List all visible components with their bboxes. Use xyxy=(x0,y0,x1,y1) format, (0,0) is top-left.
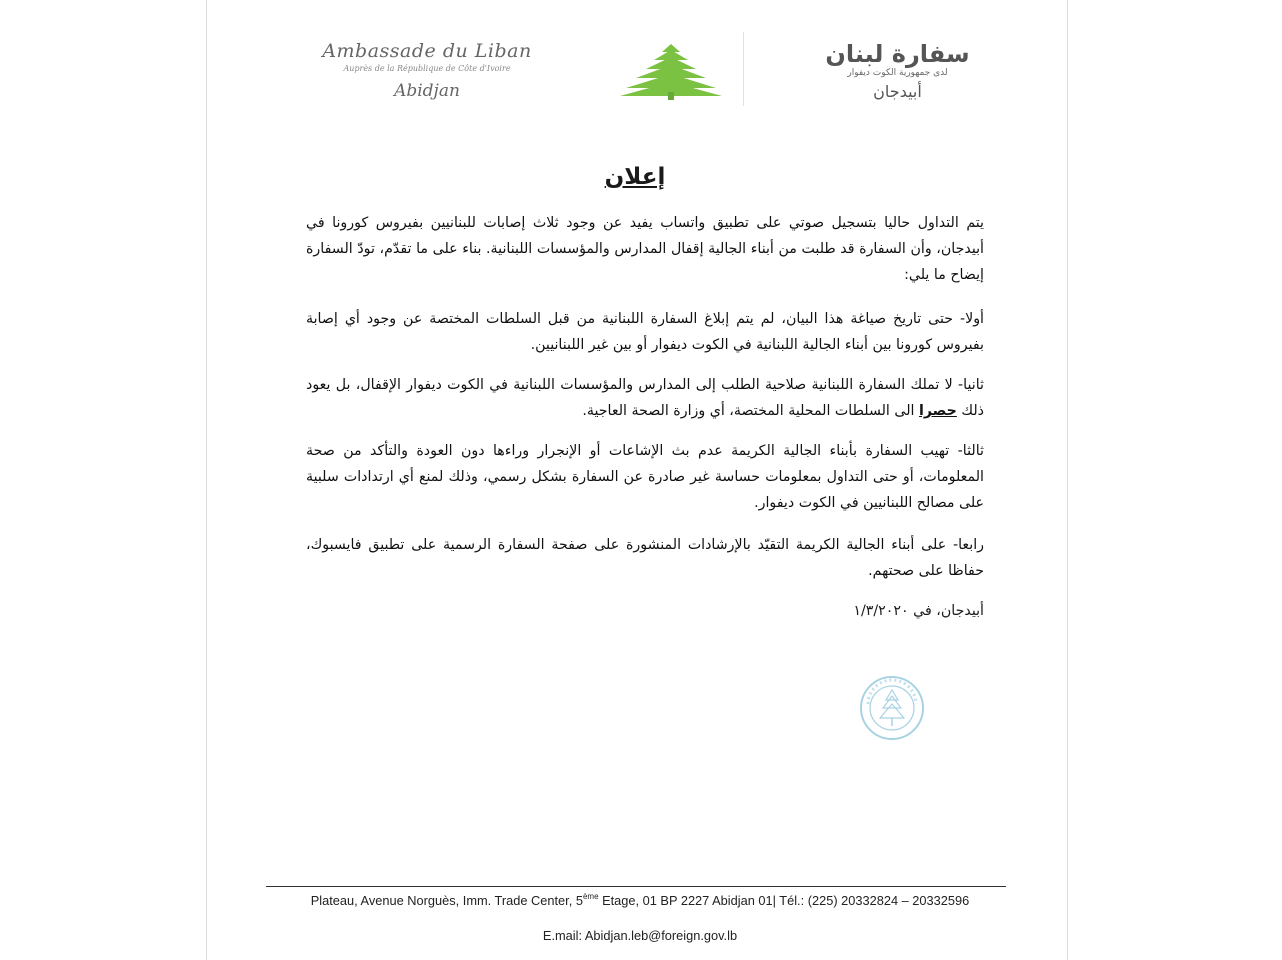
letterhead-fr-subtitle: Auprès de la République de Côte d'Ivoire xyxy=(343,64,511,73)
official-stamp-icon xyxy=(858,674,926,742)
letterhead-ar-city: أبيدجان xyxy=(873,82,922,101)
paragraph-third: ثالثا- تهيب السفارة بأبناء الجالية الكريمة عدم بث الإشاعات أو الإنجرار وراءها دون العودة والتأكد من صحة المعلومات، أو حتى التداول بمعلومات حساسة غير صادرة عن السفارة بشكل رسمي، وذلك لمنع أي ارتدادات سلبية على مصالح اللبنانيين في الكوت ديفوار. xyxy=(306,443,984,511)
paragraph-second xyxy=(306,372,984,424)
letterhead-ar-name: سفارة لبنان xyxy=(825,40,970,68)
footer-divider xyxy=(266,886,1006,887)
footer-address xyxy=(200,892,1080,908)
cedar-tree-icon xyxy=(618,42,724,100)
letterhead-fr-city: Abidjan xyxy=(394,81,460,101)
paragraph-second-part1: ثانيا- لا تملك السفارة اللبنانية صلاحية الطلب إلى المدارس والمؤسسات اللبنانية في الكوت ديفوار الإقفال، بل يعود ذلك xyxy=(306,377,984,419)
letterhead-divider xyxy=(743,32,744,106)
paragraph-second-part2: الى السلطات المحلية المختصة، أي وزارة الصحة العاجية. xyxy=(582,403,919,419)
letterhead-arabic xyxy=(800,40,995,101)
paragraph-fourth: رابعا- على أبناء الجالية الكريمة التقيّد بالإرشادات المنشورة على صفحة السفارة الرسمية على تطبيق فايسبوك، حفاظا على صحتهم. xyxy=(306,537,984,579)
page-title: إعلان xyxy=(604,164,666,190)
date-line: أبيدجان، في ١/٣/٢٠٢٠ xyxy=(853,603,984,619)
footer-address-part2: Etage, 01 BP 2227 Abidjan 01| Tél.: (225) 20332824 – 20332596 xyxy=(598,893,970,908)
footer-address-sup: ème xyxy=(582,892,599,901)
footer-email: E.mail: Abidjan.leb@foreign.gov.lb xyxy=(542,928,738,943)
letterhead-fr-name: Ambassade du Liban xyxy=(322,40,532,62)
letterhead-french xyxy=(302,40,552,101)
letterhead-ar-subtitle: لدى جمهورية الكوت ديفوار xyxy=(847,68,948,78)
paragraph-second-emphasis: حصرا xyxy=(918,403,957,419)
footer-address-part1: Plateau, Avenue Norguès, Imm. Trade Center, 5 xyxy=(310,893,583,908)
paragraph-first: أولا- حتى تاريخ صياغة هذا البيان، لم يتم إبلاغ السفارة اللبنانية من قبل السلطات المختصة عن وجود أي إصابة بفيروس كورونا بين أبناء الجالية اللبنانية في الكوت ديفوار أو بين غير اللبنانيين. xyxy=(306,311,984,353)
paragraph-intro: يتم التداول حاليا بتسجيل صوتي على تطبيق واتساب يفيد عن وجود ثلاث إصابات للبنانيين بفيروس كورونا في أبيدجان، وأن السفارة قد طلبت من أبناء الجالية إقفال المدارس والمؤسسات اللبنانية. بناء على ما تقدّم، تودّ السفارة إيضاح ما يلي: xyxy=(306,215,984,283)
